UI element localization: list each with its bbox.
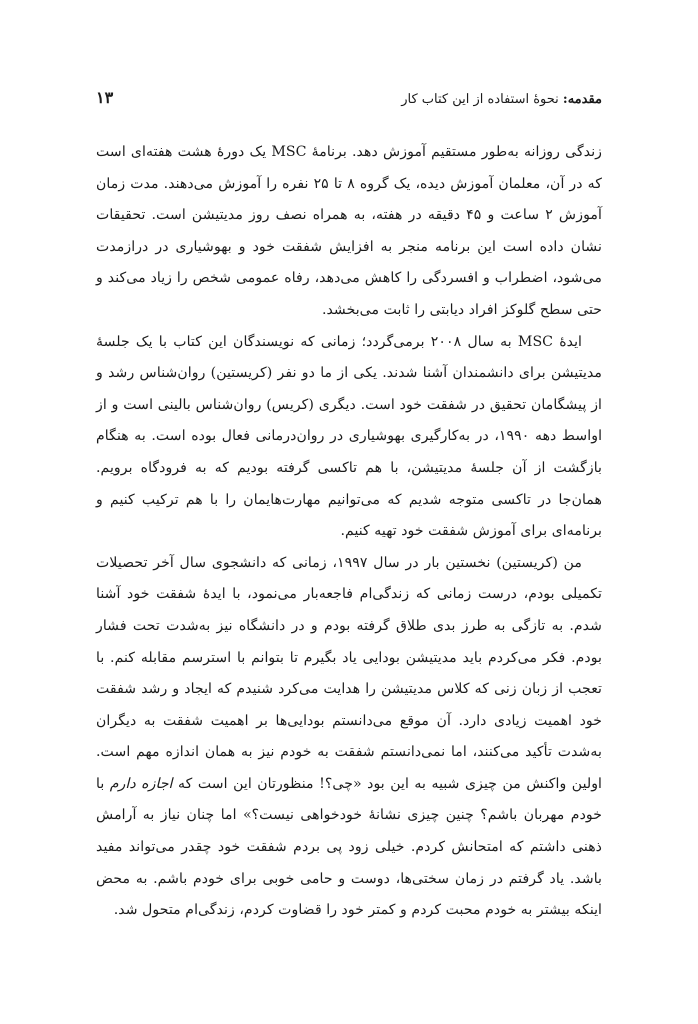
- paragraph-3-emphasis: اجازه دارم: [109, 775, 173, 792]
- paragraph-3-part-1: من (کریستین) نخستین بار در سال ۱۹۹۷، زمانی که دانشجوی سال آخر تحصیلات تکمیلی بودم، درست زمانی که زندگی‌ام فاجعه‌بار می‌نمود، با ایدهٔ شفقت خود آشنا شدم. به تازگی به طرز بدی طلاق گرفته بودم و در دانشگاه نیز به‌شدت تحت فشار بودم. فکر می‌کردم باید مدیتیشن بودایی یاد بگیرم تا بتوانم با استرسم مقابله کنم. با تعجب از زبان زنی که کلاس مدیتیشن را هدایت می‌کرد شنیدم که ایجاد و رشد شفقت خود اهمیت زیادی دارد. آن موقع می‌دانستم بودایی‌ها بر اهمیت شفقت به دیگران به‌شدت تأکید می‌کنند، اما نمی‌دانستم شفقت به خودم نیز به همان اندازه مهم است. اولین واکنش من چیزی شبیه به این بود «چی؟! منظورتان این است که: [96, 554, 602, 792]
- running-header: [96, 88, 602, 107]
- body-text: [96, 137, 602, 927]
- header-title-rest: نحوهٔ استفاده از این کتاب کار: [401, 92, 563, 107]
- paragraph-3-part-2: با خودم مهربان باشم؟ چنین چیزی نشانهٔ خودخواهی نیست؟» اما چنان نیاز به آرامش ذهنی داشتم که امتحانش کردم. خیلی زود پی بردم شفقت خود چقدر می‌تواند مفید باشد. یاد گرفتم در زمان سختی‌ها، دوست و حامی خوبی برای خودم باشم. به محض اینکه بیشتر به خودم محبت کردم و کمتر خود را قضاوت کردم، زندگی‌ام متحول شد.: [96, 775, 602, 919]
- paragraph-3: [96, 548, 602, 927]
- running-header-title: [401, 92, 602, 107]
- paragraph-1: زندگی روزانه به‌طور مستقیم آموزش دهد. برنامهٔ MSC یک دورهٔ هشت هفته‌ای است که در آن، معلمان آموزش دیده، یک گروه ۸ تا ۲۵ نفره را آموزش می‌دهند. مدت زمان آموزش ۲ ساعت و ۴۵ دقیقه در هفته، به همراه نصف روز مدیتیشن است. تحقیقات نشان داده است این برنامه منجر به افزایش شفقت خود و بهوشیاری در درازمدت می‌شود، اضطراب و افسردگی را کاهش می‌دهد، رفاه عمومی شخص را زیاد می‌کند و حتی سطح گلوکز افراد دیابتی را ثابت می‌بخشد.: [96, 144, 603, 318]
- header-title-bold: مقدمه:: [562, 92, 602, 107]
- page-number: ۱۳: [96, 88, 114, 107]
- paragraph-2: ایدهٔ MSC به سال ۲۰۰۸ برمی‌گردد؛ زمانی که نویسندگان این کتاب با یک جلسهٔ مدیتیشن برای دانشمندان آشنا شدند. یکی از ما دو نفر (کریستین) روان‌شناس رشد و از پیشگامان تحقیق در شفقت خود است. دیگری (کریس) روان‌شناس بالینی است و از اواسط دهه ۱۹۹۰، در به‌کارگیری بهوشیاری در روان‌درمانی فعال بوده است. به هنگام بازگشت از آن جلسهٔ مدیتیشن، با هم تاکسی گرفته بودیم که به فرودگاه برویم. همان‌جا در تاکسی متوجه شدیم که می‌توانیم مهارت‌هایمان را با هم ترکیب کنیم و برنامه‌ای برای آموزش شفقت خود تهیه کنیم.: [96, 333, 603, 540]
